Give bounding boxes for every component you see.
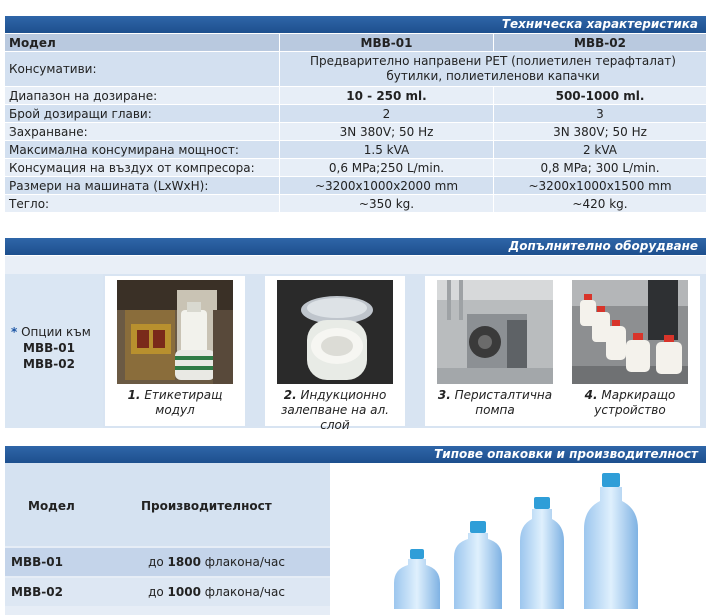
perf-unit: флакона/час [204, 585, 285, 599]
caption-line-1: Перисталтична [454, 388, 553, 402]
spec-model-2: MBB-02 [493, 34, 706, 51]
spec-value-m2: 3N 380V; 50 Hz [493, 123, 706, 140]
spec-value-m1: 1.5 kVA [279, 141, 493, 158]
bottles-image [330, 463, 706, 615]
spec-consumables-value [279, 52, 706, 86]
spec-label: Захранване: [9, 124, 88, 139]
equipment-caption [265, 388, 405, 433]
caption-number: 2. [283, 388, 297, 402]
spec-label: Консумативи: [9, 62, 97, 76]
perf-unit: флакона/час [204, 555, 285, 569]
equipment-card-marking[interactable] [560, 276, 700, 426]
tech-spec-header: Техническа характеристика [5, 16, 706, 33]
packaging-header: Типове опаковки и производителност [5, 446, 706, 463]
options-label: Опции към [21, 325, 91, 339]
spec-label: Максимална консумирана мощност: [9, 142, 239, 157]
perf-prefix: до [148, 585, 164, 599]
equipment-caption [560, 388, 700, 418]
perf-prefix: до [148, 555, 164, 569]
spec-row [5, 141, 706, 159]
caption-line-1: Маркиращо [601, 388, 676, 402]
spec-model-label: Модел [9, 35, 56, 50]
consumables-line-2: бутилки, полиетиленови капачки [386, 69, 600, 83]
spec-value-m2: ~420 kg. [493, 195, 706, 212]
spec-value-m2: 3 [493, 105, 706, 122]
induction-sealing-image [277, 280, 393, 384]
packaging-row [5, 548, 330, 576]
caption-line-2: помпа [475, 403, 515, 417]
caption-line-1: Етикетиращ [144, 388, 223, 402]
spec-row [5, 123, 706, 141]
perf-value: 1800 [167, 555, 201, 569]
spec-value-m1: ~350 kg. [279, 195, 493, 212]
spec-model-1: MBB-01 [279, 34, 493, 51]
options-model-1: MBB-01 [23, 341, 75, 355]
spec-value-m1: 2 [279, 105, 493, 122]
equipment-card-pump[interactable] [425, 276, 565, 426]
spec-header-row [5, 34, 706, 52]
equipment-header: Допълнително оборудване [5, 238, 706, 255]
spec-value-m2: 2 kVA [493, 141, 706, 158]
equipment-band [5, 256, 706, 274]
equipment-card-induction[interactable] [265, 276, 405, 432]
caption-line-2: модул [155, 403, 195, 417]
options-text [11, 324, 91, 372]
spec-value-m2: ~3200x1000x1500 mm [493, 177, 706, 194]
spec-row [5, 195, 706, 213]
caption-number: 4. [584, 388, 598, 402]
equipment-card-labeling[interactable] [105, 276, 245, 426]
marking-device-image [572, 280, 688, 384]
spec-value-m2: 500-1000 ml. [493, 87, 706, 104]
caption-line-1: Индукционно [300, 388, 387, 402]
peristaltic-pump-image [437, 280, 553, 384]
perf-value: 1000 [167, 585, 201, 599]
packaging-row [5, 578, 330, 606]
spec-value-m1: 3N 380V; 50 Hz [279, 123, 493, 140]
consumables-line-1: Предварително направени PET (полиетилен терафталат) [310, 54, 676, 68]
spec-label: Тегло: [9, 196, 50, 211]
spec-label: Размери на машината (LxWxH): [9, 178, 209, 193]
equipment-caption [425, 388, 565, 418]
caption-line-2: устройство [594, 403, 666, 417]
spec-row-consumables [5, 52, 706, 87]
spec-label: Брой дозиращи глави: [9, 106, 152, 121]
spec-value-m1: ~3200x1000x2000 mm [279, 177, 493, 194]
caption-number: 1. [127, 388, 141, 402]
spec-value-m1: 0,6 MPa;250 L/min. [279, 159, 493, 176]
packaging-col-performance: Производителност [141, 499, 272, 513]
spec-row [5, 105, 706, 123]
spec-table [5, 34, 706, 213]
packaging-performance [103, 555, 330, 569]
spec-value-m1: 10 - 250 ml. [279, 87, 493, 104]
caption-number: 3. [437, 388, 451, 402]
spec-row [5, 87, 706, 105]
options-model-2: MBB-02 [23, 357, 75, 371]
packaging-col-model: Модел [28, 499, 75, 513]
bullet-star-icon: * [11, 325, 18, 339]
spec-label: Диапазон на дозиране: [9, 88, 158, 103]
equipment-caption [105, 388, 245, 418]
packaging-performance [103, 585, 330, 599]
options-label-cell [5, 274, 103, 428]
labeling-module-image [117, 280, 233, 384]
packaging-model: MBB-02 [11, 585, 63, 599]
spec-row [5, 177, 706, 195]
spec-value-m2: 0,8 MPa; 300 L/min. [493, 159, 706, 176]
spec-label: Консумация на въздух от компресора: [9, 160, 255, 175]
packaging-model: MBB-01 [11, 555, 63, 569]
caption-line-2: залепване на ал. слой [281, 403, 389, 432]
spec-row [5, 159, 706, 177]
